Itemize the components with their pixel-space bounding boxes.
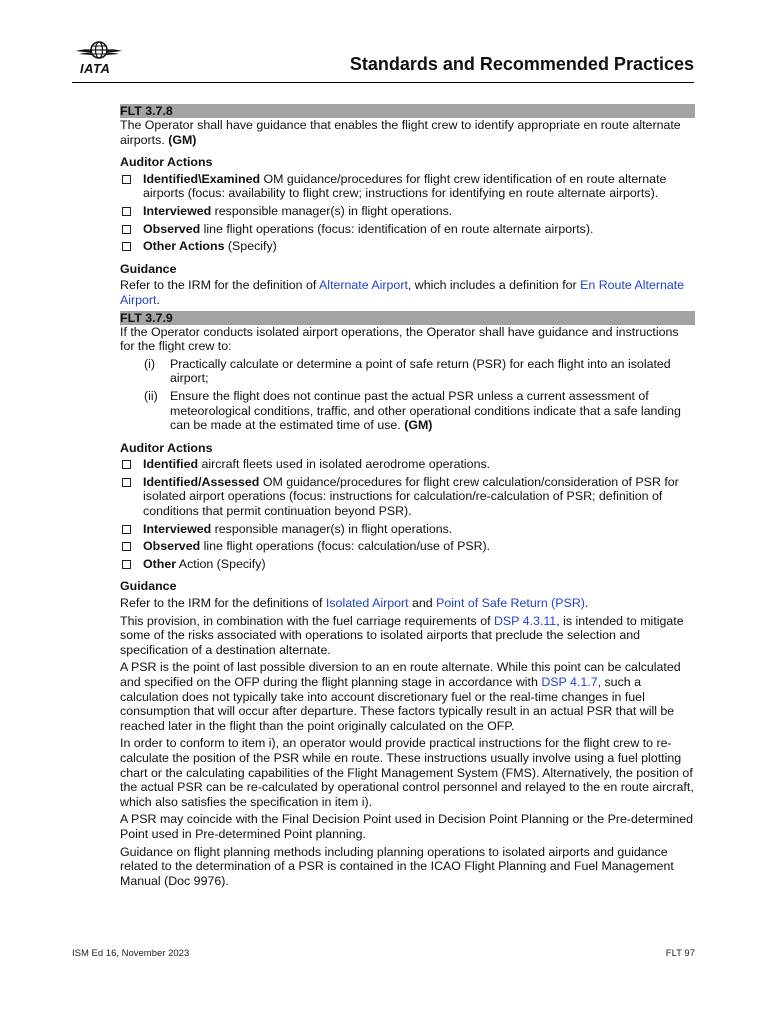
guidance-heading: Guidance xyxy=(120,579,177,594)
en-route-alternate-airport-link[interactable]: En Route Alternate Airport xyxy=(120,278,685,307)
action-item: Other Actions (Specify) xyxy=(120,239,695,254)
dsp-4-1-7-link[interactable]: DSP 4.1.7 xyxy=(541,675,598,689)
isolated-airport-link[interactable]: Isolated Airport xyxy=(325,596,409,611)
guidance-paragraph: Refer to the IRM for the definitions of Isolated Airport and Point of Safe Return (PSR). xyxy=(120,596,589,611)
provision-intro: If the Operator conducts isolated airport operations, the Operator shall have guidance and instructions for the flight crew to: xyxy=(120,324,679,354)
checkbox-icon xyxy=(122,525,131,534)
auditor-actions-heading: Auditor Actions xyxy=(120,155,213,170)
page-header xyxy=(72,38,694,83)
checkbox-icon xyxy=(122,175,131,184)
action-item: Identified aircraft fleets used in isolated aerodrome operations. xyxy=(120,457,695,472)
psr-link[interactable]: Point of Safe Return (PSR) xyxy=(436,596,585,611)
footer-page-number: FLT 97 xyxy=(665,948,695,959)
section-code-bar: FLT 3.7.9 xyxy=(120,311,695,325)
provision-text: The Operator shall have guidance that enables the flight crew to identify appropriate en route alternate airports. (GM) xyxy=(120,118,681,147)
footer-edition: ISM Ed 16, November 2023 xyxy=(72,948,190,959)
provision-item: (i) Practically calculate or determine a point of safe return (PSR) for each flight into an isolated airport; xyxy=(144,356,671,386)
alternate-airport-link[interactable]: Alternate Airport xyxy=(319,278,408,293)
auditor-actions-list xyxy=(120,172,695,254)
checkbox-icon xyxy=(122,542,131,551)
header-title: Standards and Recommended Practices xyxy=(349,54,694,74)
checkbox-icon xyxy=(122,207,131,216)
provision-item: (ii) Ensure the flight does not continue past the actual PSR unless a current assessment of meteorological conditions, traffic, and other operational conditions indicate that a safe landing can be made at the estimated time of use. (GM) xyxy=(144,388,681,433)
section-code-bar: FLT 3.7.8 xyxy=(120,104,695,118)
checkbox-icon xyxy=(122,225,131,234)
action-item: Interviewed responsible manager(s) in flight operations. xyxy=(120,204,695,219)
guidance-text: Refer to the IRM for the definition of Alternate Airport, which includes a definition for En Route Alternate Airport. xyxy=(120,278,685,307)
action-item: Identified\Examined OM guidance/procedures for flight crew identification of en route alternate airports (focus: availability to flight crew; instructions for identifying en route alternate airports). xyxy=(120,172,695,201)
action-item: Observed line flight operations (focus: identification of en route alternate airports). xyxy=(120,222,695,237)
action-item: Observed line flight operations (focus: calculation/use of PSR). xyxy=(120,539,695,554)
checkbox-icon xyxy=(122,242,131,251)
logo-text: IATA xyxy=(80,61,111,76)
globe-wings-icon xyxy=(74,40,124,62)
action-item: Identified/Assessed OM guidance/procedures for flight crew calculation/consideration of PSR for isolated airport operations (focus: instructions for calculation/re-calculation of PSR; definition of conditions that permit continuation beyond PSR). xyxy=(120,475,695,519)
checkbox-icon xyxy=(122,560,131,569)
checkbox-icon xyxy=(122,478,131,487)
guidance-paragraph: This provision, in combination with the fuel carriage requirements of DSP 4.3.11, is intended to mitigate some of the risks associated with operations to isolated airports that preclude the selection and specification of a destination alternate. xyxy=(120,613,684,657)
guidance-paragraph: A PSR is the point of last possible diversion to an en route alternate. While this point can be calculated and specified on the OFP during the flight planning stage in accordance with DSP 4.1.7, such a calculation does not typically take into account discretionary fuel or the real-time changes in fuel consumption that will occur after departure. These factors typically result in an actual PSR that will be reached later in the flight than the point originally calculated on the OFP. xyxy=(120,660,681,733)
document-body xyxy=(120,104,695,888)
action-item: Other Action (Specify) xyxy=(120,557,695,572)
provision-items xyxy=(120,357,695,433)
action-item: Interviewed responsible manager(s) in flight operations. xyxy=(120,522,695,537)
guidance-heading: Guidance xyxy=(120,261,177,276)
guidance-paragraph: Guidance on flight planning methods including planning operations to isolated airports and guidance related to the determination of a PSR is contained in the ICAO Flight Planning and Fuel Management Manual (Doc 9976). xyxy=(120,844,674,888)
dsp-4-3-11-link[interactable]: DSP 4.3.11 xyxy=(493,613,557,628)
auditor-actions-heading: Auditor Actions xyxy=(120,440,213,455)
auditor-actions-list xyxy=(120,457,695,571)
iata-logo xyxy=(74,40,124,76)
guidance-paragraph: A PSR may coincide with the Final Decision Point used in Decision Point Planning or the Pre-determined Point used in Pre-determined Point planning. xyxy=(120,812,694,841)
checkbox-icon xyxy=(122,460,131,469)
guidance-paragraph: In order to conform to item i), an operator would provide practical instructions for the flight crew to re-calculate the position of the PSR while en route. These instructions usually involve using a fuel plotting chart or the calculating capabilities of the Flight Management System (FMS). Alternatively, the position of the actual PSR can be re-calculated by operational control personnel and relayed to the en route aircraft, which also satisfies the specification in item i). xyxy=(120,736,694,809)
